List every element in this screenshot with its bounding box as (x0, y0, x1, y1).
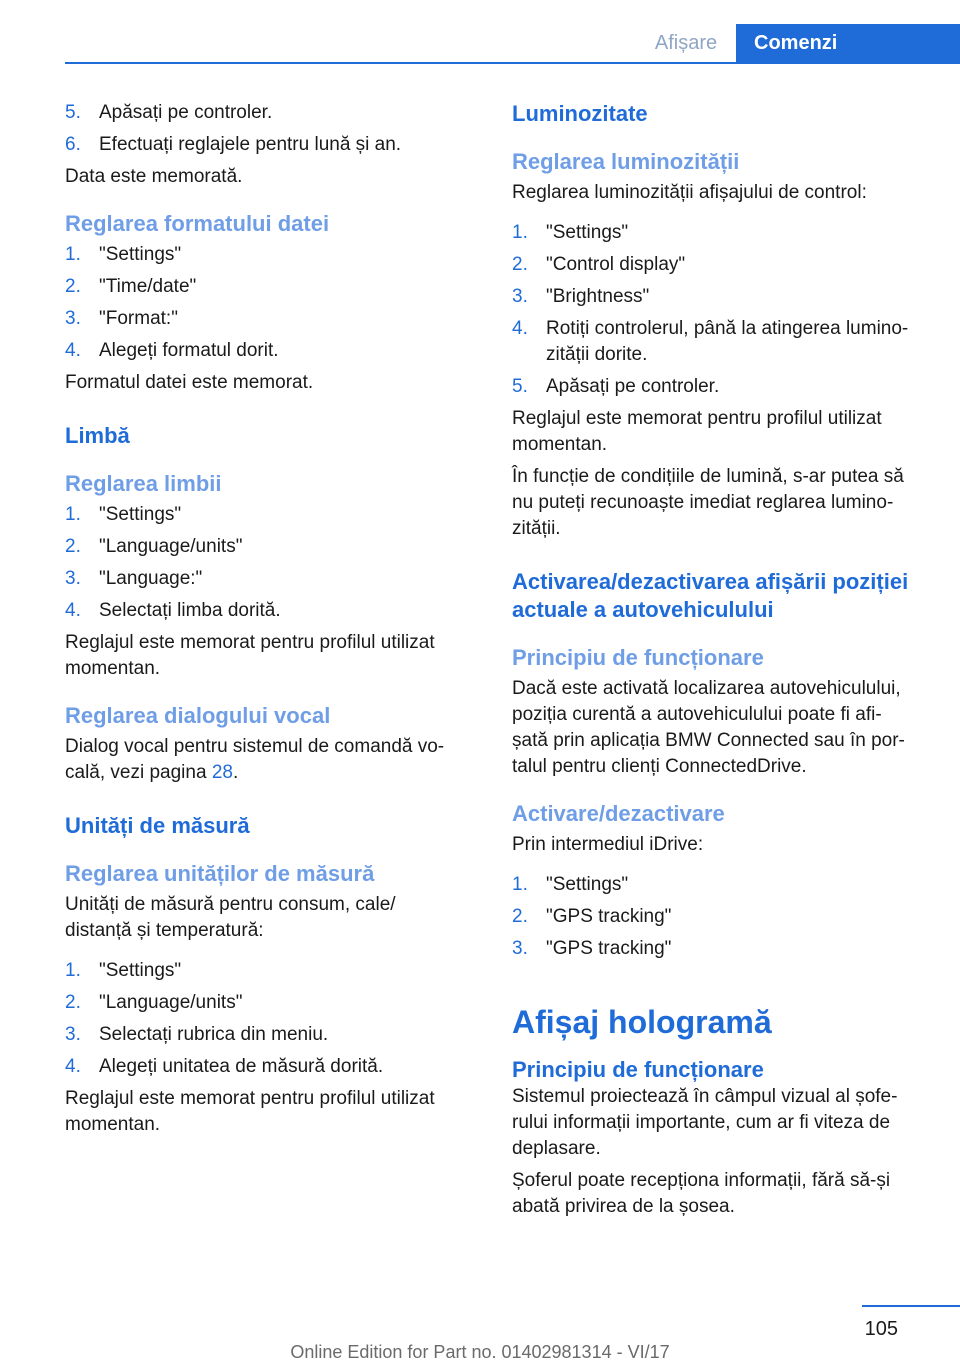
units-intro-text: Unități de măsură pentru consum, cale/ distanță și temperatură: (65, 894, 396, 941)
list-item: 3. "Brightness" (512, 286, 650, 307)
brightness-steps-list (512, 220, 932, 400)
gps-principle-heading: Principiu de funcționare (512, 645, 764, 670)
list-item: 1. "Settings" (65, 960, 182, 981)
list-item: 2. "Control display" (512, 254, 686, 275)
list-item: 1. "Settings" (512, 222, 629, 243)
list-item: 3. "Format:" (65, 308, 178, 329)
date-saved-text: Data este memorată. (65, 166, 243, 187)
brightness-note-text: În funcție de condițiile de lumină, s-ar putea să nu puteți recunoaște imediat reglarea lumino- zității. (512, 466, 904, 539)
list-item: 5. Apăsați pe controler. (512, 376, 720, 397)
list-item: 3. "Language:" (65, 568, 203, 589)
tab-afisare[interactable]: Afișare (654, 31, 718, 54)
gps-activate-heading: Activare/dezactivare (512, 801, 725, 826)
date-steps-list (65, 100, 470, 158)
list-item: 1. "Settings" (65, 244, 182, 265)
hud-principle-heading: Principiu de funcționare (512, 1057, 764, 1082)
gps-principle-text: Dacă este activată localizarea autovehiculului, poziția curentă a autovehiculului poate fi afi- șată prin aplicația BMW Connected sau în por- talul pentru clienți ConnectedDrive. (512, 678, 905, 777)
list-item: 4. Selectați limba dorită. (65, 600, 281, 621)
hud-title: Afișaj hologramă (512, 1004, 772, 1040)
list-item: 2. "GPS tracking" (512, 906, 672, 927)
list-item: 2. "Language/units" (65, 992, 243, 1013)
gps-title: Activarea/dezactivarea afișării poziției actuale a autovehiculului (512, 569, 909, 622)
units-saved-text: Reglajul este memorat pentru profilul utilizat momentan. (65, 1088, 435, 1135)
edition-footer: Online Edition for Part no. 01402981314 - VI/17 (290, 1342, 670, 1362)
footer-divider (862, 1305, 960, 1307)
units-heading: Reglarea unităților de măsură (65, 861, 375, 886)
left-column (65, 100, 470, 1138)
list-item: 6. Efectuați reglajele pentru lună și an. (65, 134, 402, 155)
language-title: Limbă (65, 423, 130, 448)
tab-comenzi[interactable]: Comenzi (736, 24, 960, 62)
hud-note-text: Șoferul poate recepționa informații, fără să-și abată privirea de la șosea. (512, 1170, 891, 1217)
language-heading: Reglarea limbii (65, 471, 222, 496)
gps-activate-intro: Prin intermediul iDrive: (512, 834, 704, 855)
language-steps-list (65, 502, 470, 624)
page-link-28[interactable]: 28 (211, 762, 233, 783)
format-steps-list (65, 242, 470, 364)
brightness-saved-text: Reglajul este memorat pentru profilul utilizat momentan. (512, 408, 882, 455)
format-saved-text: Formatul datei este memorat. (65, 372, 314, 393)
brightness-title: Luminozitate (512, 101, 648, 126)
right-column (512, 100, 932, 1220)
list-item: 4. Rotiți controlerul, până la atingerea lumino- zității dorite. (512, 318, 909, 365)
voice-dialog-heading: Reglarea dialogului vocal (65, 703, 331, 728)
language-saved-text: Reglajul este memorat pentru profilul utilizat momentan. (65, 632, 435, 679)
brightness-intro-text: Reglarea luminozității afișajului de control: (512, 182, 867, 203)
units-steps-list (65, 958, 470, 1080)
voice-dialog-text: Dialog vocal pentru sistemul de comandă vo- cală, vezi pagina 28. (65, 736, 445, 783)
list-item: 2. "Time/date" (65, 276, 197, 297)
list-item: 4. Alegeți unitatea de măsură dorită. (65, 1056, 384, 1077)
hud-text: Sistemul proiectează în câmpul vizual al șofe- rului informații importante, cum ar fi viteza de deplasare. (512, 1086, 898, 1159)
list-item: 3. Selectați rubrica din meniu. (65, 1024, 329, 1045)
page-number: 105 (864, 1318, 898, 1340)
list-item: 4. Alegeți formatul dorit. (65, 340, 279, 361)
list-item: 3. "GPS tracking" (512, 938, 672, 959)
header-divider (65, 62, 960, 64)
list-item: 2. "Language/units" (65, 536, 243, 557)
date-format-heading: Reglarea formatului datei (65, 211, 330, 236)
list-item: 1. "Settings" (65, 504, 182, 525)
list-item: 5. Apăsați pe controler. (65, 102, 273, 123)
gps-steps-list (512, 872, 932, 962)
units-title: Unități de măsură (65, 813, 250, 838)
list-item: 1. "Settings" (512, 874, 629, 895)
brightness-heading: Reglarea luminozității (512, 149, 740, 174)
